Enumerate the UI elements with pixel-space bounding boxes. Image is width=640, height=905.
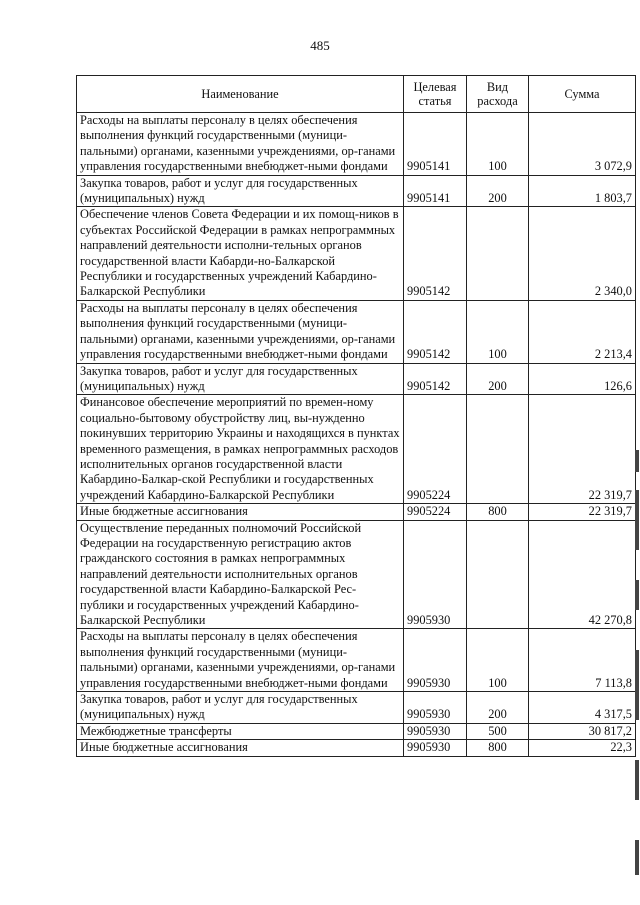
table-row [77, 629, 636, 692]
row-type: 800 [467, 504, 529, 520]
row-code: 9905930 [404, 692, 467, 724]
row-code: 9905224 [404, 504, 467, 520]
row-code: 9905930 [404, 723, 467, 739]
row-name: Иные бюджетные ассигнования [77, 504, 404, 520]
table-header [77, 76, 636, 113]
budget-table [76, 75, 636, 757]
row-code: 9905141 [404, 113, 467, 176]
table-row [77, 504, 636, 520]
row-type: 200 [467, 175, 529, 207]
row-sum: 3 072,9 [529, 113, 636, 176]
table-row [77, 363, 636, 395]
table-row [77, 692, 636, 724]
table-body [77, 113, 636, 757]
row-name: Иные бюджетные ассигнования [77, 740, 404, 756]
table-row [77, 113, 636, 176]
row-name: Межбюджетные трансферты [77, 723, 404, 739]
row-name: Расходы на выплаты персоналу в целях обеспечения выполнения функций государственными (муници-пальными) органами, казенными учреждениями, ор-ганами управления государственными внебюджет-ными фондами [77, 300, 404, 363]
row-sum: 22 319,7 [529, 395, 636, 504]
row-type: 800 [467, 740, 529, 756]
scan-mark [635, 760, 639, 800]
row-sum: 22,3 [529, 740, 636, 756]
row-name: Закупка товаров, работ и услуг для государственных (муниципальных) нужд [77, 363, 404, 395]
row-name: Обеспечение членов Совета Федерации и их помощ-ников в субъектах Российской Федерации в рамках непрограммных направлений деятельности исполни-тельных органов государственной власти Кабарди-но-Балкарской Республики и государственных учреждений Кабардино-Балкарской Республики [77, 207, 404, 300]
row-code: 9905224 [404, 395, 467, 504]
row-type: 500 [467, 723, 529, 739]
row-sum: 2 340,0 [529, 207, 636, 300]
row-sum: 42 270,8 [529, 520, 636, 629]
row-sum: 30 817,2 [529, 723, 636, 739]
scan-mark [635, 450, 639, 472]
row-type [467, 395, 529, 504]
table-row [77, 520, 636, 629]
table-row [77, 207, 636, 300]
header-name: Наименование [77, 76, 404, 113]
table-row [77, 175, 636, 207]
row-name: Расходы на выплаты персоналу в целях обеспечения выполнения функций государственными (муници-пальными) органами, казенными учреждениями, ор-ганами управления государственными внебюджет-ными фондами [77, 629, 404, 692]
row-type: 200 [467, 692, 529, 724]
row-name: Закупка товаров, работ и услуг для государственных (муниципальных) нужд [77, 175, 404, 207]
page-number: 485 [310, 38, 330, 53]
header-code: Целевая статья [404, 76, 467, 113]
row-sum: 4 317,5 [529, 692, 636, 724]
row-code: 9905142 [404, 363, 467, 395]
scan-mark [635, 490, 639, 550]
scan-mark [635, 580, 639, 610]
table-row [77, 723, 636, 739]
row-sum: 1 803,7 [529, 175, 636, 207]
table-row [77, 395, 636, 504]
row-type: 100 [467, 629, 529, 692]
header-sum: Сумма [529, 76, 636, 113]
table-row [77, 300, 636, 363]
row-code: 9905142 [404, 300, 467, 363]
row-code: 9905930 [404, 629, 467, 692]
row-name: Финансовое обеспечение мероприятий по времен-ному социально-бытовому обустройству лиц, вы-нужденно покинувших территорию Украины и находящихся в пунктах временного размещения, в рамках непрограммных расходов исполнительных органов государственной власти Кабардино-Балкар-ской Республики и государственных учреждений Кабардино-Балкарской Республики [77, 395, 404, 504]
row-code: 9905930 [404, 520, 467, 629]
scan-mark [635, 840, 639, 875]
row-code: 9905141 [404, 175, 467, 207]
row-sum: 22 319,7 [529, 504, 636, 520]
row-sum: 7 113,8 [529, 629, 636, 692]
row-sum: 126,6 [529, 363, 636, 395]
row-name: Закупка товаров, работ и услуг для государственных (муниципальных) нужд [77, 692, 404, 724]
row-sum: 2 213,4 [529, 300, 636, 363]
row-code: 9905142 [404, 207, 467, 300]
scan-edge-marks [632, 440, 639, 900]
row-type [467, 207, 529, 300]
scan-mark [635, 650, 639, 720]
row-type: 100 [467, 300, 529, 363]
row-name: Осуществление переданных полномочий Российской Федерации на государственную регистрацию актов гражданского состояния в рамках непрограммных направлений деятельности исполнительных органов государственной власти Кабардино-Балкарской Рес-публики и государственных учреждений Кабардино-Балкарской Республики [77, 520, 404, 629]
row-type [467, 520, 529, 629]
row-name: Расходы на выплаты персоналу в целях обеспечения выполнения функций государственными (муници-пальными) органами, казенными учреждениями, ор-ганами управления государственными внебюджет-ными фондами [77, 113, 404, 176]
header-type: Вид расхода [467, 76, 529, 113]
table-row [77, 740, 636, 756]
row-type: 100 [467, 113, 529, 176]
row-code: 9905930 [404, 740, 467, 756]
row-type: 200 [467, 363, 529, 395]
